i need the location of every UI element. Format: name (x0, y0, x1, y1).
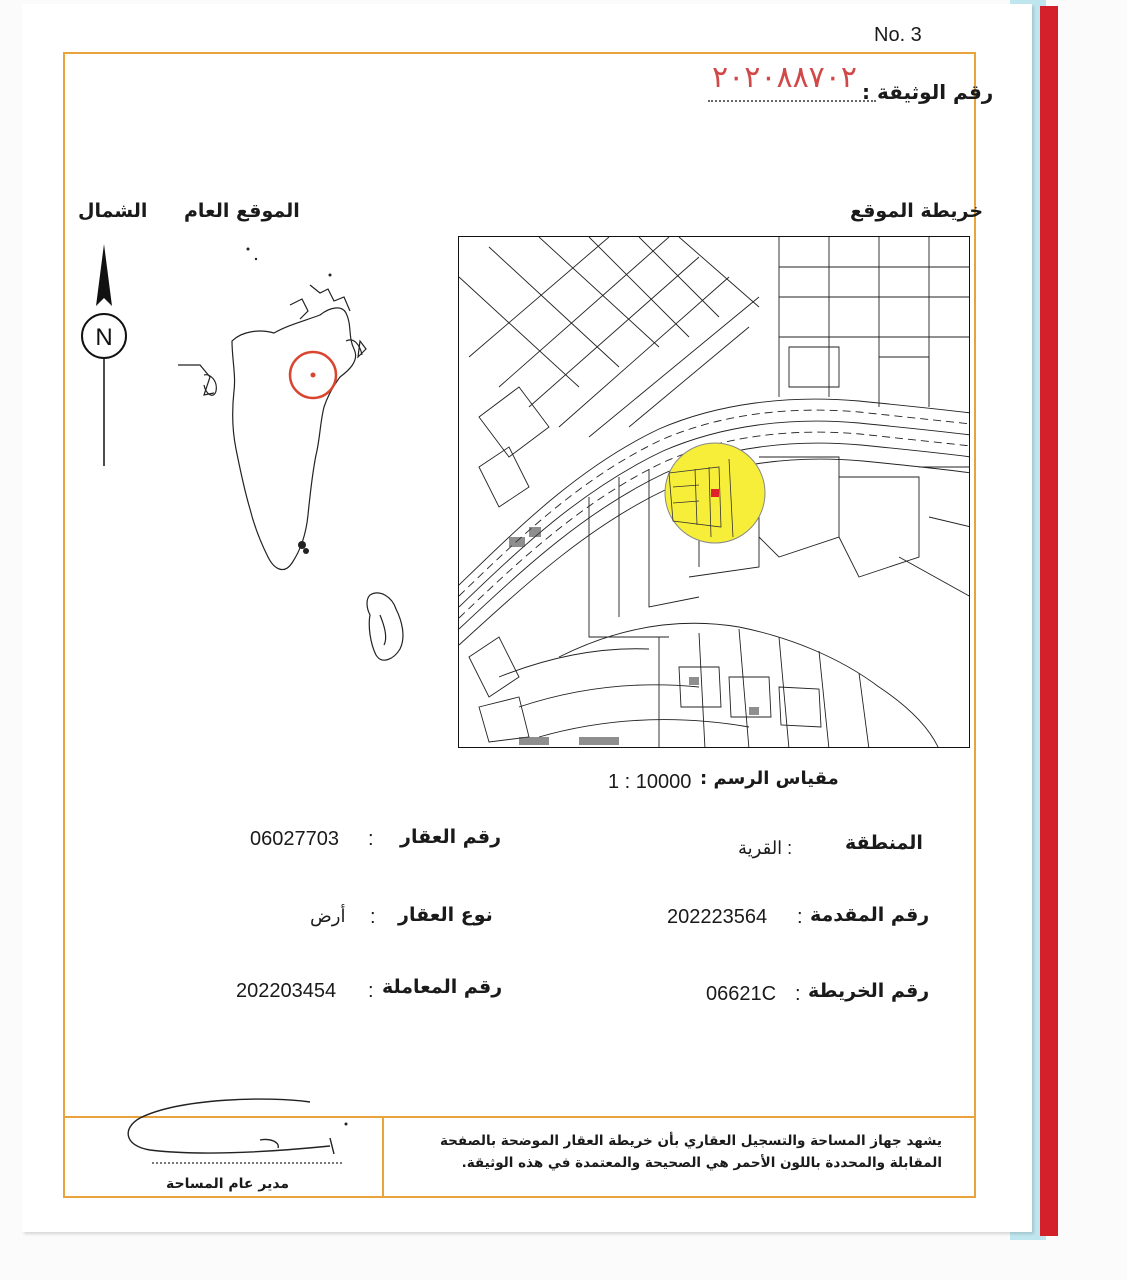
north-arrow-icon (74, 244, 134, 474)
introduction-number-value: 202223564 (667, 906, 768, 928)
signatory-title: مدير عام المساحة (166, 1176, 290, 1192)
page-number: No. 3 (874, 24, 922, 46)
document-number-label: رقم الوثيقة : (862, 80, 994, 104)
scale-label: مقياس الرسم : (700, 768, 839, 789)
document-number-dotted-line (708, 100, 876, 102)
property-number-separator: : (368, 828, 374, 850)
cadastral-map-drawing (459, 237, 970, 748)
location-map-title: خريطة الموقع (850, 200, 984, 222)
north-label: الشمال (78, 200, 148, 222)
map-number-separator: : (795, 983, 801, 1005)
scale-value: 1 : 10000 (608, 771, 692, 793)
transaction-number-value: 202203454 (236, 980, 337, 1002)
property-number-label: رقم العقار (400, 826, 502, 848)
general-location-title: الموقع العام (184, 200, 300, 222)
property-type-separator: : (370, 906, 376, 928)
signature-dotted-line (152, 1162, 342, 1164)
signature-icon (120, 1094, 360, 1164)
area-value: : القرية (738, 838, 793, 858)
general-location-map (170, 245, 430, 705)
map-number-value: 06621C (706, 983, 777, 1005)
transaction-number-label: رقم المعاملة (382, 976, 503, 998)
introduction-number-separator: : (797, 906, 803, 928)
property-type-label: نوع العقار (398, 904, 493, 926)
introduction-number-label: رقم المقدمة (810, 904, 930, 926)
footer-vertical-divider (382, 1116, 384, 1198)
property-number-value: 06027703 (250, 828, 339, 850)
map-number-label: رقم الخريطة (808, 980, 930, 1002)
certification-text: يشهد جهاز المساحة والتسجيل العقاري بأن خريطة العقار الموضحة بالصفحة المقابلة والمحددة باللون الأحمر هي الصحيحة والمعتمدة في هذه الوثيقة. (439, 1133, 942, 1171)
document-number-value: ٢٠٢٠٨٨٧٠٢ (712, 60, 858, 95)
north-letter: N (95, 324, 113, 351)
transaction-number-separator: : (368, 980, 374, 1002)
property-type-value: أرض (310, 906, 346, 926)
area-label: المنطقة (845, 832, 923, 854)
location-map (458, 236, 970, 748)
red-page-edge (1040, 6, 1058, 1236)
